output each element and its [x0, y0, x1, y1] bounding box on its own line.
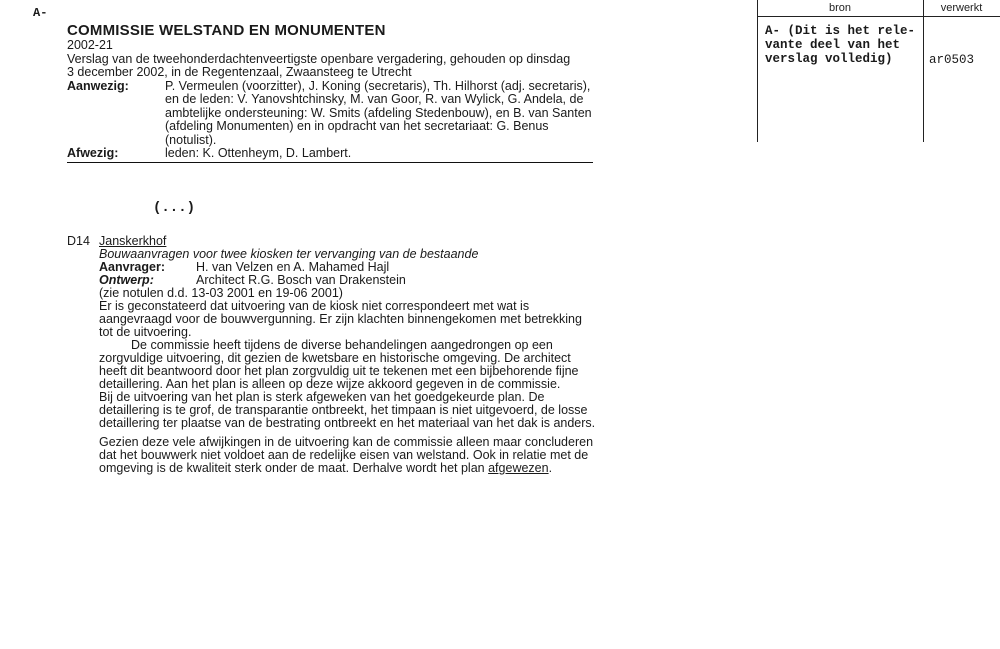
absent-row [67, 147, 593, 161]
table-left-border [757, 0, 758, 142]
table-column-divider [923, 0, 924, 142]
paragraph-4-text: Gezien deze vele afwijkingen in de uitvoering kan de commissie alleen maar concluderen dat het bouwwerk niet voldoet aan de redelijke eisen van welstand. Ook in relatie met de omgeving is de kwaliteit sterk onder de maat. Derhalve wordt het plan [99, 435, 594, 475]
header-bron: bron [828, 2, 852, 14]
verdict-text: afgewezen [488, 461, 549, 475]
reference-table [757, 0, 1000, 142]
header-rule [67, 162, 593, 163]
item-code: D14 [67, 234, 90, 248]
meeting-line-1: Verslag van de tweehonderdachtenveertigste openbare vergadering, gehouden op dinsdag [67, 51, 571, 66]
design-label: Ontwerp: [99, 273, 154, 287]
item-subject: Bouwaanvragen voor twee kiosken ter vervanging van de bestaande [99, 247, 479, 261]
meeting-line-2: 3 december 2002, in de Regentenzaal, Zwaansteeg te Utrecht [67, 65, 412, 79]
verwerkt-cell: ar0503 [929, 53, 975, 67]
committee-title: COMMISSIE WELSTAND EN MONUMENTEN [67, 22, 386, 39]
absent-label: Afwezig: [67, 146, 119, 160]
omission-mark: (...) [153, 200, 196, 216]
paragraph-4-end: . [548, 461, 553, 475]
present-text: P. Vermeulen (voorzitter), J. Koning (secretaris), Th. Hilhorst (adj. secretaris), en de leden: V. Yanovshtchinsky, M. van Goor, R. van Wylick, G. Andela, de ambtelijke ondersteuning: W. Smits (afdeling Stedenbouw), en B. van Santen (afdeling Monumenten) en in opdracht van het secretariaat: G. Benus (notulist). [165, 78, 592, 147]
bron-cell: A- (Dit is het rele- vante deel van het verslag volledig) [765, 24, 916, 66]
paragraph-4 [99, 436, 597, 475]
header-rule [757, 16, 1000, 17]
paragraph-3: Bij de uitvoering van het plan is sterk afgeweken van het goedgekeurde plan. De detaillering is te grof, de transparantie ontbreekt, het timpaan is niet uitgevoerd, de losse detaillering ter plaatse van de bestrating ontbreekt en het materiaal van het dak is anders. [99, 390, 596, 430]
agenda-item [67, 235, 597, 475]
applicant-value: H. van Velzen en A. Mahamed Hajl [196, 260, 390, 274]
meeting-number: 2002-21 [67, 38, 113, 52]
header-verwerkt: verwerkt [940, 2, 983, 14]
item-location: Janskerkhof [99, 234, 167, 248]
present-row [67, 80, 593, 148]
absent-text: leden: K. Ottenheym, D. Lambert. [165, 146, 352, 160]
meeting-header [67, 22, 593, 163]
notes-reference: (zie notulen d.d. 13-03 2001 en 19-06 2001) [99, 286, 343, 300]
paragraph-2: De commissie heeft tijdens de diverse behandelingen aangedrongen op een zorgvuldige uitvoering, dit gezien de kwetsbare en historische omgeving. De architect heeft dit beantwoord door het plan zorgvuldig uit te tekenen met een bijbehorende fijne detaillering. Aan het plan is alleen op deze wijze akkoord gegeven in de commissie. [99, 338, 579, 391]
paragraph-1: Er is geconstateerd dat uitvoering van de kiosk niet correspondeert met wat is aangevraagd voor de bouwvergunning. Er zijn klachten binnengekomen met betrekking tot de uitvoering. [99, 299, 582, 339]
design-value: Architect R.G. Bosch van Drakenstein [196, 273, 406, 287]
applicant-label: Aanvrager: [99, 260, 165, 274]
present-label: Aanwezig: [67, 78, 129, 93]
corner-mark: A- [33, 6, 48, 20]
